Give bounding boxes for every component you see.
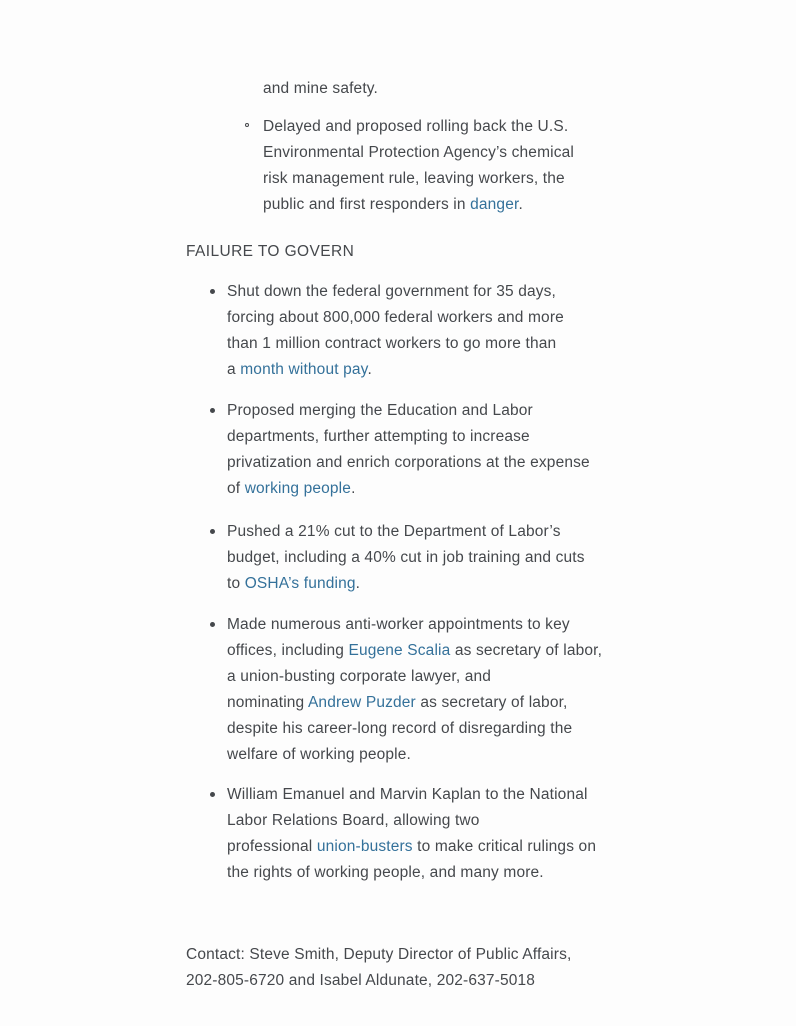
epa-sub-bullet — [263, 114, 574, 218]
bullet-dot-icon — [210, 289, 215, 294]
text-segment: privatization and enrich corporations at the expense — [227, 454, 590, 471]
text-segment: a union-busting corporate lawyer, and — [227, 668, 492, 685]
text-segment: to make critical rulings on — [412, 838, 597, 855]
text-line — [227, 690, 602, 716]
bullet-dot-icon — [210, 622, 215, 627]
text-line — [186, 968, 571, 994]
text-line — [263, 166, 574, 192]
text-segment: of — [227, 480, 245, 497]
text-line — [227, 782, 596, 808]
text-line — [227, 450, 590, 476]
text-line — [227, 571, 585, 597]
continuation-line — [263, 76, 378, 102]
text-segment: Shut down the federal government for 35 days, — [227, 283, 557, 300]
text-segment: forcing about 800,000 federal workers and more — [227, 309, 564, 326]
text-segment: Delayed and proposed rolling back the U.S. — [263, 118, 569, 135]
osha-funding-link[interactable]: OSHA’s funding — [244, 575, 356, 592]
text-segment: as secretary of labor, — [415, 694, 568, 711]
text-line — [263, 114, 574, 140]
text-segment: departments, further attempting to increase — [227, 428, 530, 445]
text-segment: . — [355, 575, 361, 592]
text-segment: the rights of working people, and many more. — [227, 864, 544, 881]
text-segment: to — [227, 575, 245, 592]
text-segment: Pushed a 21% cut to the Department of Labor’s — [227, 523, 561, 540]
text-segment: risk management rule, leaving workers, the — [263, 170, 565, 187]
text-line — [263, 76, 378, 102]
text-segment: a — [227, 361, 241, 378]
text-segment: Made numerous anti-worker appointments to key — [227, 616, 570, 633]
text-line — [227, 716, 602, 742]
section-heading: FAILURE TO GOVERN — [186, 243, 355, 260]
text-line — [227, 424, 590, 450]
text-line — [186, 942, 571, 968]
text-segment: and mine safety. — [263, 80, 378, 97]
text-line — [227, 742, 602, 768]
bullet-dot-icon — [210, 529, 215, 534]
text-line — [227, 279, 564, 305]
text-segment: welfare of working people. — [227, 746, 411, 763]
contact-block — [186, 942, 571, 994]
text-segment: . — [351, 480, 356, 497]
text-line — [227, 664, 602, 690]
text-segment: public and first responders in — [263, 196, 471, 213]
text-line — [227, 612, 602, 638]
text-line — [227, 519, 585, 545]
text-line — [227, 305, 564, 331]
text-segment: as secretary of labor, — [450, 642, 603, 659]
budget-cut-bullet — [227, 519, 585, 597]
andrew-puzder-link[interactable]: Andrew Puzder — [307, 694, 416, 711]
text-segment: budget, including a 40% cut in job training and cuts — [227, 549, 585, 566]
bullet-dot-icon — [210, 408, 215, 413]
text-segment: 202-805-6720 and Isabel Aldunate, 202-637-5018 — [186, 972, 536, 989]
union-busters-link[interactable]: union-busters — [316, 838, 413, 855]
text-line — [227, 638, 602, 664]
eugene-scalia-link[interactable]: Eugene Scalia — [348, 642, 451, 659]
text-segment: Contact: Steve Smith, Deputy Director of Public Affairs, — [186, 946, 572, 963]
nlrb-bullet — [227, 782, 596, 886]
text-segment: William Emanuel and Marvin Kaplan to the National — [227, 786, 588, 803]
text-segment: . — [518, 196, 523, 213]
text-segment: offices, including — [227, 642, 349, 659]
merge-departments-bullet — [227, 398, 590, 502]
text-segment: nominating — [227, 694, 308, 711]
text-segment: than 1 million contract workers to go more than — [227, 335, 557, 352]
text-line — [227, 834, 596, 860]
month-without-pay-link[interactable]: month without pay — [240, 361, 368, 378]
text-segment: Labor Relations Board, allowing two — [227, 812, 480, 829]
text-line — [227, 357, 564, 383]
working-people-link[interactable]: working people — [244, 480, 352, 497]
text-line — [227, 860, 596, 886]
shutdown-bullet — [227, 279, 564, 383]
danger-link[interactable]: danger — [470, 196, 519, 213]
text-segment: Environmental Protection Agency’s chemical — [263, 144, 575, 161]
text-segment: . — [367, 361, 372, 378]
bullet-dot-icon — [210, 792, 215, 797]
text-line — [263, 192, 574, 218]
text-line — [227, 331, 564, 357]
text-line — [227, 476, 590, 502]
text-line — [227, 545, 585, 571]
appointments-bullet — [227, 612, 602, 768]
text-segment: Proposed merging the Education and Labor — [227, 402, 533, 419]
text-line — [227, 398, 590, 424]
text-line — [263, 140, 574, 166]
hollow-bullet-icon — [245, 123, 249, 127]
text-line — [227, 808, 596, 834]
text-segment: despite his career-long record of disregarding the — [227, 720, 573, 737]
text-segment: professional — [227, 838, 317, 855]
